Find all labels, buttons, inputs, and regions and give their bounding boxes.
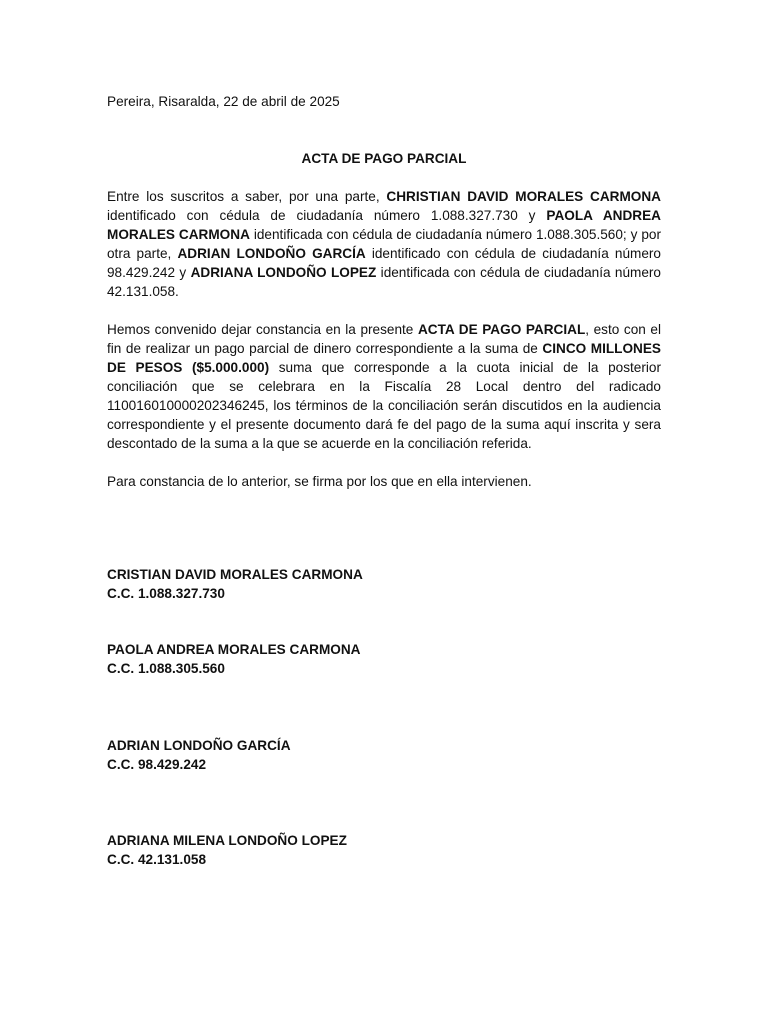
signatory-id: C.C. 1.088.327.730 xyxy=(107,586,225,601)
signature-block xyxy=(107,736,291,774)
signature-block xyxy=(107,831,347,869)
closing-statement: Para constancia de lo anterior, se firma por los que en ella intervienen. xyxy=(107,474,532,489)
paragraph-text: Hemos convenido dejar constancia en la presente xyxy=(107,322,418,337)
signatory-name: PAOLA ANDREA MORALES CARMONA xyxy=(107,642,361,657)
paragraph-text: suma que corresponde a la cuota inicial de la posterior conciliación que se celebrara en la Fiscalía 28 Local dentro del radicado 110016010000202346245, los términos de la conciliación serán discutidos en la audiencia correspondiente y el presente documento dará fe del pago de la suma aquí inscrita y sera descontado de la suma a la que se acuerde en la conciliación referida. xyxy=(107,360,661,451)
paragraph-text: , esto con el fin de realizar un pago parcial de dinero correspondiente a la suma de xyxy=(107,322,661,356)
paragraph-text: identificado con cédula de ciudadanía número 98.429.242 y xyxy=(107,246,661,280)
signature-block xyxy=(107,565,363,603)
signatory-name: CRISTIAN DAVID MORALES CARMONA xyxy=(107,567,363,582)
agreement-paragraph xyxy=(107,320,661,453)
paragraph-text: identificada con cédula de ciudadanía número 42.131.058. xyxy=(107,265,661,299)
payment-amount: CINCO MILLONES DE PESOS ($5.000.000) xyxy=(107,341,661,375)
paragraph-text: Entre los suscritos a saber, por una parte, xyxy=(107,189,387,204)
document-title: ACTA DE PAGO PARCIAL xyxy=(301,151,467,166)
date-line: Pereira, Risaralda, 22 de abril de 2025 xyxy=(107,94,340,109)
paragraph-text: identificado con cédula de ciudadanía número 1.088.327.730 y xyxy=(107,208,547,223)
signatory-id: C.C. 1.088.305.560 xyxy=(107,661,225,676)
parties-paragraph xyxy=(107,187,661,301)
signatory-name: ADRIAN LONDOÑO GARCÍA xyxy=(107,738,291,753)
act-name: ACTA DE PAGO PARCIAL xyxy=(417,322,586,337)
paragraph-text: identificada con cédula de ciudadanía número 1.088.305.560; y por otra parte, xyxy=(107,227,662,261)
party-name: ADRIANA LONDOÑO LOPEZ xyxy=(190,265,377,280)
party-name: CHRISTIAN DAVID MORALES CARMONA xyxy=(386,189,661,204)
signatory-name: ADRIANA MILENA LONDOÑO LOPEZ xyxy=(107,833,347,848)
party-name: PAOLA ANDREA MORALES CARMONA xyxy=(107,208,661,242)
signatory-id: C.C. 98.429.242 xyxy=(107,757,206,772)
document-body xyxy=(107,92,661,491)
signatory-id: C.C. 42.131.058 xyxy=(107,852,206,867)
party-name: ADRIAN LONDOÑO GARCÍA xyxy=(177,246,366,261)
signature-block xyxy=(107,640,361,678)
